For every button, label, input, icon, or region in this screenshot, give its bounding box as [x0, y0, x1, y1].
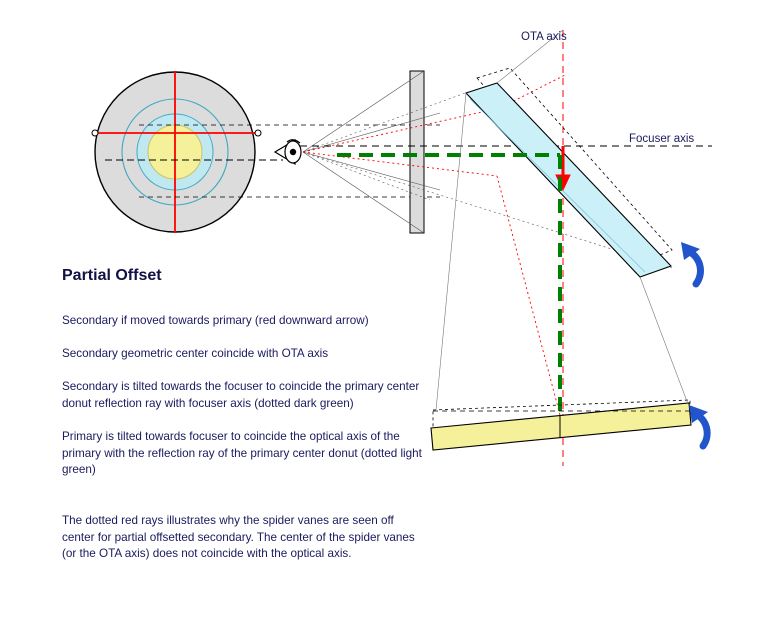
red-ray-upper: [303, 108, 500, 152]
focuser-axis-label: Focuser axis: [629, 133, 695, 145]
rotate-arrow-icon-top: [681, 242, 700, 284]
vane-end-right-dot: [255, 130, 261, 136]
secondary-mirror-group: [466, 68, 672, 277]
cone-right-edge: [640, 277, 688, 404]
ray-secondary-near-edge: [303, 92, 468, 152]
description-paragraph-3: Secondary is tilted towards the focuser to coincide the primary center donut reflection ray with focuser axis (dotted dark green): [62, 380, 420, 410]
focal-plane-plate: [410, 71, 424, 233]
ray-plate-bottom: [303, 152, 424, 233]
dark-green-ray-group: [337, 155, 560, 415]
page-title: Partial Offset: [62, 267, 162, 284]
ray-plate-top: [303, 71, 424, 152]
vane-end-left-dot: [92, 130, 98, 136]
plate-body: [410, 71, 424, 233]
description-paragraph-2: Secondary geometric center coincide with OTA axis: [62, 347, 329, 360]
description-paragraph-5: The dotted red rays illustrates why the spider vanes are seen off center for partial offsetted secondary. The center of the spider vanes (or the OTA axis) does not coincide with the optical axis.: [62, 514, 415, 560]
rotate-arrow-icon-bottom: [689, 405, 708, 446]
red-ray-down: [497, 176, 560, 415]
secondary-mirror-edge-line: [470, 99, 645, 272]
secondary-mirror-body: [466, 83, 671, 277]
cone-left-edge: [436, 93, 466, 410]
description-paragraph-1: Secondary if moved towards primary (red downward arrow): [62, 314, 369, 327]
red-ray-lower: [303, 152, 497, 176]
eye-icon: [275, 140, 301, 164]
description-paragraph-4: Primary is tilted towards focuser to coincide the optical axis of the primary with the reflection ray of the primary center donut (dotted light green): [62, 430, 422, 476]
eye-pupil: [290, 149, 296, 155]
ota-axis-label: OTA axis: [521, 31, 567, 43]
